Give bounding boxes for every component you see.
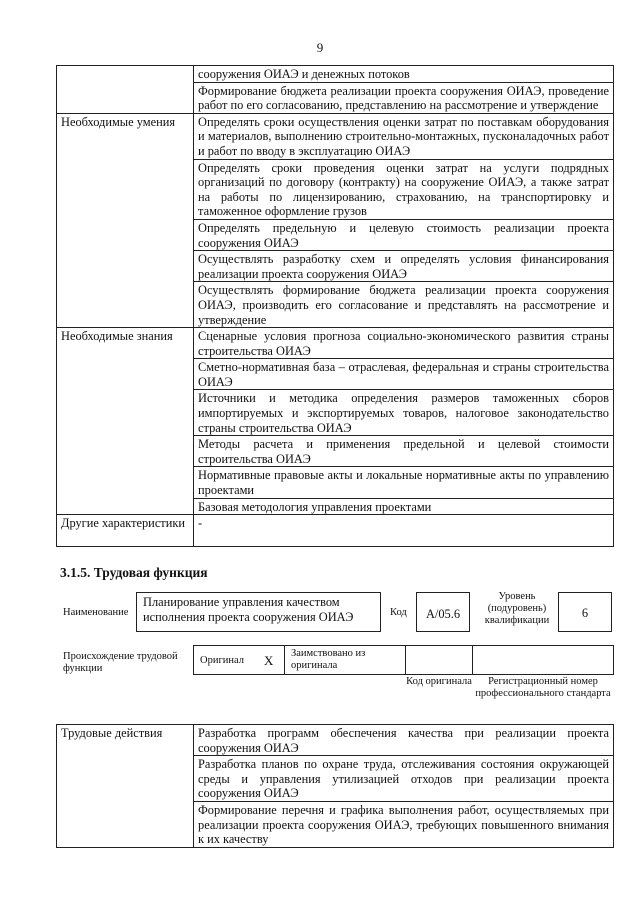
section-heading: 3.1.5. Трудовая функция: [60, 565, 208, 580]
function-name: Планирование управления качеством исполнения проекта сооружения ОИАЭ: [136, 592, 381, 632]
level-value: 6: [558, 592, 612, 632]
other-value: -: [194, 515, 614, 547]
action-item: Формирование перечня и графика выполнения работ, осуществляемых при реализации проекта сооружения ОИАЭ, требующих повышенного внимания к их качеству: [194, 801, 614, 847]
original-label: Оригинал: [200, 655, 244, 666]
skill-item: Определять сроки проведения оценки затрат на услуги подрядных организаций по договору (контракту) на сооружение ОИАЭ, а также затрат на работы по лицензированию, страхованию, на транспортировку и таможенное оформление грузов: [194, 159, 614, 219]
other-label: Другие характеристики: [57, 515, 194, 547]
knowledge-item: Нормативные правовые акты и локальные нормативные акты по управлению проектами: [194, 467, 614, 498]
table-row: [57, 725, 614, 756]
name-label: Наименование: [63, 607, 129, 618]
knowledge-item: Сценарные условия прогноза социально-экономического развития страны строительства ОИАЭ: [194, 328, 614, 359]
table-row: [57, 515, 614, 547]
empty-label-cell: [57, 66, 194, 114]
action-item: Разработка программ обеспечения качества при реализации проекта сооружения ОИАЭ: [194, 725, 614, 756]
knowledge-item: Сметно-нормативная база – отраслевая, федеральная и страны строительства ОИАЭ: [194, 359, 614, 390]
origin-code-cell: [405, 645, 473, 675]
continuation-cell: Формирование бюджета реализации проекта сооружения ОИАЭ, проведение работ по его согласованию, представлению на рассмотрение и утверждение: [194, 82, 614, 113]
borrowed-cell: [284, 645, 406, 675]
page-number: 9: [316, 40, 324, 55]
skill-item: Определять предельную и целевую стоимость реализации проекта сооружения ОИАЭ: [194, 219, 614, 250]
original-cell: [193, 645, 285, 675]
skills-label: Необходимые умения: [57, 113, 194, 327]
knowledge-item: Методы расчета и применения предельной и целевой стоимости строительства ОИАЭ: [194, 436, 614, 467]
action-item: Разработка планов по охране труда, отслеживания состояния окружающей среды и управления утилизацией отходов при реализации проекта сооружения ОИАЭ: [194, 756, 614, 802]
knowledge-item: Источники и методика определения размеров таможенных сборов импортируемых и экспортируемых товаров, налоговое законодательство страны строительства ОИАЭ: [194, 390, 614, 436]
actions-table: [56, 724, 614, 848]
skill-item: Осуществлять разработку схем и определять условия финансирования реализации проекта сооружения ОИАЭ: [194, 251, 614, 282]
knowledge-label: Необходимые знания: [57, 328, 194, 515]
origin-label: Происхождение трудовой функции: [63, 651, 178, 674]
reg-number-caption: Регистрационный номер профессионального стандарта: [475, 676, 611, 699]
continuation-cell: сооружения ОИАЭ и денежных потоков: [194, 66, 614, 83]
competence-table: [56, 65, 614, 547]
origin-code-caption: Код оригинала: [406, 676, 472, 687]
level-label: Уровень (подуровень) квалификации: [484, 591, 550, 626]
table-row: [57, 113, 614, 159]
original-mark: X: [264, 653, 274, 668]
borrowed-label: Заимствовано из оригинала: [291, 648, 366, 671]
skill-item: Определять сроки осуществления оценки затрат по поставкам оборудования и материалов, выполнению строительно-монтажных, пусконаладочных работ и работ по вводу в эксплуатацию ОИАЭ: [194, 113, 614, 159]
table-row: [57, 66, 614, 83]
code-value: A/05.6: [416, 592, 470, 632]
actions-label: Трудовые действия: [57, 725, 194, 848]
code-label: Код: [390, 607, 407, 618]
knowledge-item: Базовая методология управления проектами: [194, 498, 614, 515]
skill-item: Осуществлять формирование бюджета реализации проекта сооружения ОИАЭ, производить его согласование и представлять на рассмотрение и утверждение: [194, 282, 614, 328]
reg-number-cell: [472, 645, 614, 675]
table-row: [57, 328, 614, 359]
